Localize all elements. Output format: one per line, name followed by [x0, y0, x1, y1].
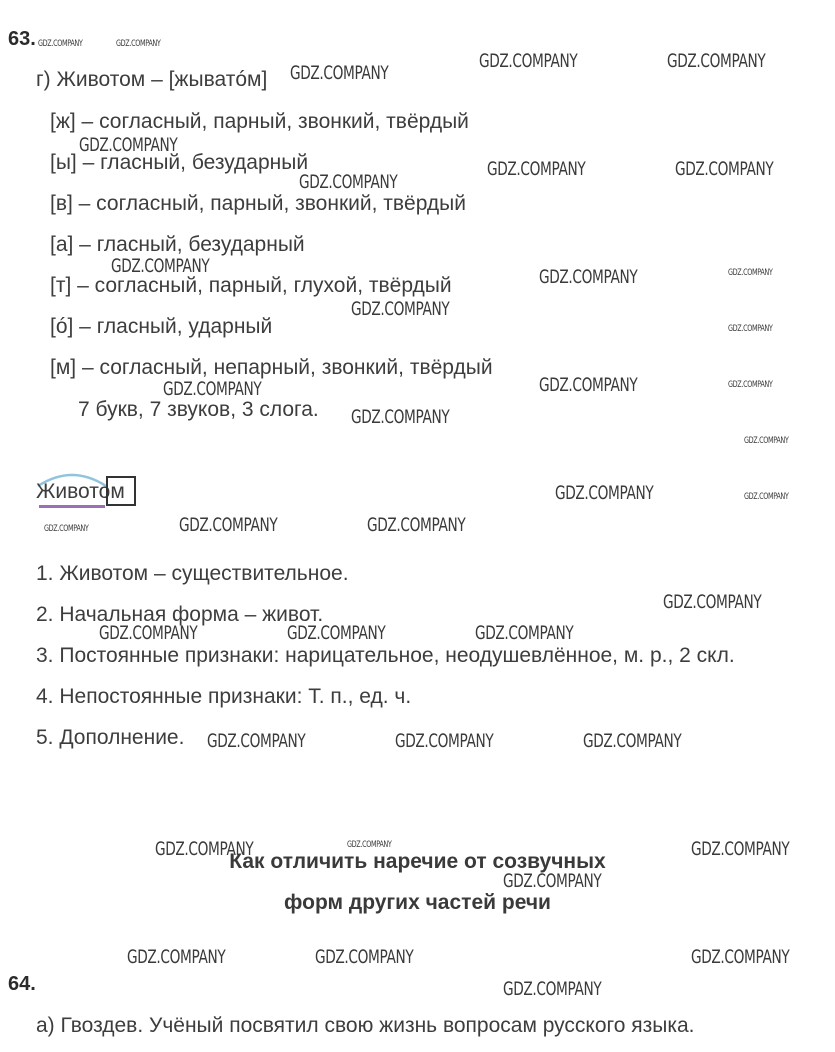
watermark: GDZ.COMPANY: [207, 730, 306, 752]
watermark: GDZ.COMPANY: [667, 50, 766, 72]
watermark: GDZ.COMPANY: [163, 378, 262, 400]
watermark: GDZ.COMPANY: [663, 591, 762, 613]
watermark: GDZ.COMPANY: [583, 730, 682, 752]
watermark: GDZ.COMPANY: [691, 946, 790, 968]
watermark: GDZ.COMPANY: [675, 158, 774, 180]
sound-line-2: [ы] – гласный, безударный: [50, 151, 309, 174]
watermark: GDZ.COMPANY: [127, 946, 226, 968]
watermark: GDZ.COMPANY: [503, 978, 602, 1000]
watermark: GDZ.COMPANY: [539, 374, 638, 396]
task64-line-a: а) Гвоздев. Учёный посвятил свою жизнь вопросам русского языка.: [36, 1014, 695, 1037]
watermark: GDZ.COMPANY: [539, 266, 638, 288]
watermark: GDZ.COMPANY: [290, 62, 389, 84]
watermark: GDZ.COMPANY: [479, 50, 578, 72]
sound-line-5: [т] – согласный, парный, глухой, твёрдый: [50, 274, 452, 297]
watermark: GDZ.COMPANY: [351, 406, 450, 428]
task-number-63: 63.: [8, 28, 36, 50]
watermark: GDZ.COMPANY: [503, 870, 602, 892]
watermark: GDZ.COMPANY: [728, 324, 773, 334]
watermark: GDZ.COMPANY: [179, 514, 278, 536]
sound-line-1: [ж] – согласный, парный, звонкий, твёрдый: [50, 110, 469, 133]
watermark: GDZ.COMPANY: [487, 158, 586, 180]
analysis-line-1: 1. Животом – существительное.: [36, 562, 349, 585]
watermark: GDZ.COMPANY: [744, 492, 789, 502]
watermark: GDZ.COMPANY: [99, 622, 198, 644]
watermark: GDZ.COMPANY: [44, 524, 89, 534]
task-number-64: 64.: [8, 973, 36, 995]
watermark: GDZ.COMPANY: [155, 838, 254, 860]
ending-box-mark: [106, 476, 136, 506]
morph-word: Животом: [36, 480, 125, 503]
watermark: GDZ.COMPANY: [299, 171, 398, 193]
watermark: GDZ.COMPANY: [728, 268, 773, 278]
watermark: GDZ.COMPANY: [111, 255, 210, 277]
watermark: GDZ.COMPANY: [315, 946, 414, 968]
section-heading-line-1: Как отличить наречие от созвучных: [229, 850, 606, 873]
summary-line: 7 букв, 7 звуков, 3 слога.: [78, 398, 319, 421]
watermark: GDZ.COMPANY: [287, 622, 386, 644]
watermark: GDZ.COMPANY: [347, 840, 392, 850]
watermark: GDZ.COMPANY: [555, 482, 654, 504]
watermark: GDZ.COMPANY: [744, 436, 789, 446]
sound-line-6: [ó] – гласный, ударный: [50, 315, 273, 338]
analysis-line-3: 3. Постоянные признаки: нарицательное, неодушевлённое, м. р., 2 скл.: [36, 644, 735, 667]
sound-line-4: [а] – гласный, безударный: [50, 233, 305, 256]
analysis-line-2: 2. Начальная форма – живот.: [36, 603, 324, 626]
sound-line-7: [м] – согласный, непарный, звонкий, твёрдый: [50, 356, 493, 379]
analysis-line-5: 5. Дополнение.: [36, 726, 185, 749]
watermark: GDZ.COMPANY: [728, 380, 773, 390]
watermark: GDZ.COMPANY: [38, 39, 83, 49]
watermark: GDZ.COMPANY: [691, 838, 790, 860]
watermark: GDZ.COMPANY: [351, 298, 450, 320]
sound-line-3: [в] – согласный, парный, звонкий, твёрдый: [50, 192, 467, 215]
analysis-line-4: 4. Непостоянные признаки: Т. п., ед. ч.: [36, 685, 412, 708]
section-heading-line-2: форм других частей речи: [284, 891, 551, 914]
watermark: GDZ.COMPANY: [395, 730, 494, 752]
base-underline-mark: [39, 505, 105, 508]
morpheme-diagram: [36, 470, 146, 515]
watermark: GDZ.COMPANY: [367, 514, 466, 536]
watermark: GDZ.COMPANY: [79, 134, 178, 156]
watermark: GDZ.COMPANY: [475, 622, 574, 644]
watermark: GDZ.COMPANY: [116, 39, 161, 49]
task63-title: г) Животом – [жыватóм]: [36, 68, 268, 91]
